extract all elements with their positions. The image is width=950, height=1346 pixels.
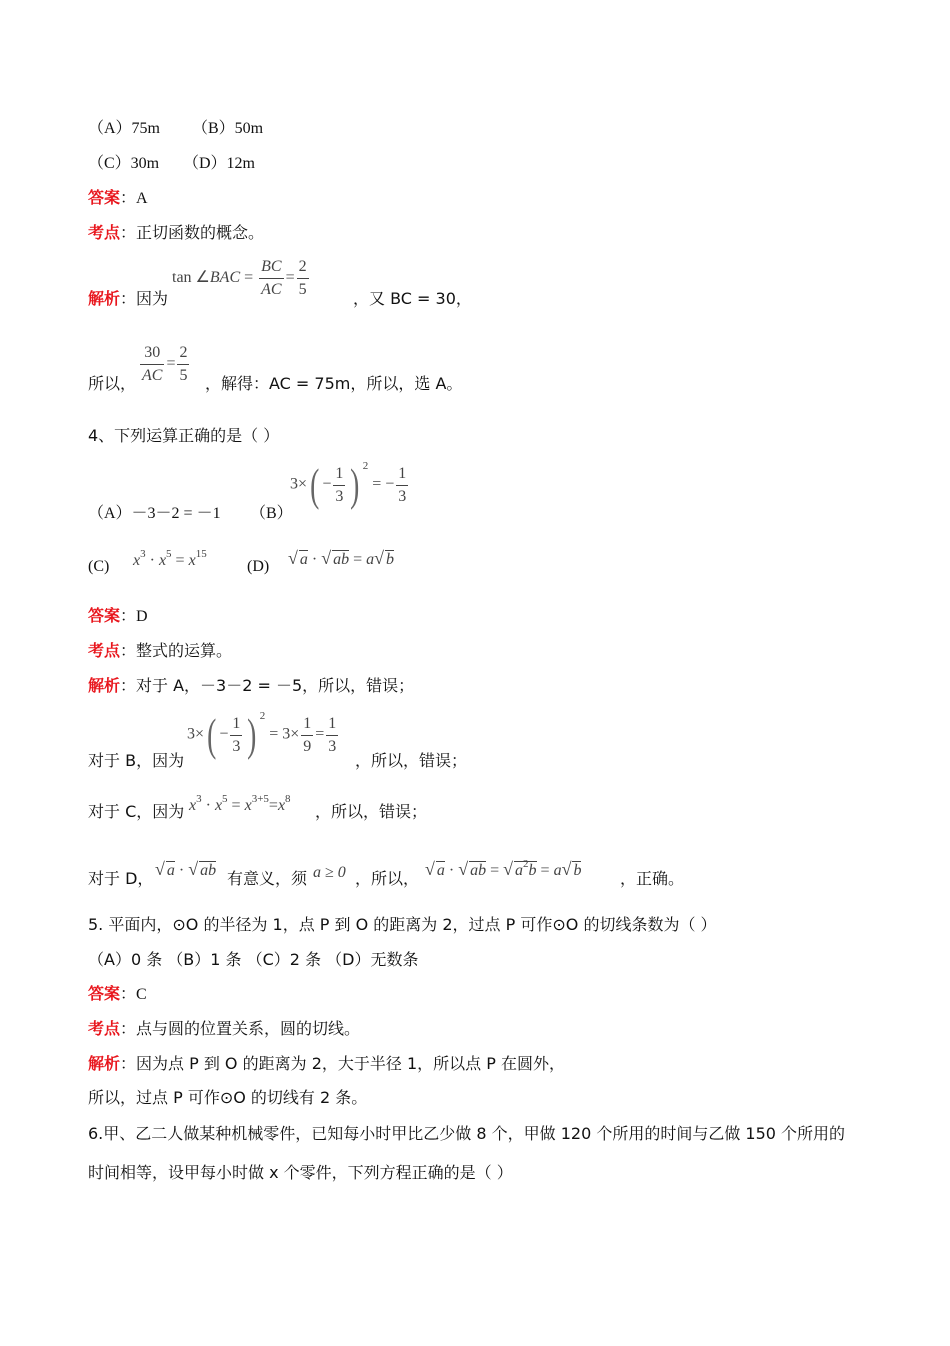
q4-c-prefix: 对于 C，因为 [88, 802, 185, 821]
q3-option-b: （B）50m [192, 120, 264, 137]
q4-b-suffix: ，所以，错误； [355, 751, 468, 770]
q4-c-formula: $x^3 \cdot x^5 = x^{3+5}=x^8$ [189, 793, 291, 814]
tan-fn: tan ∠ [172, 269, 210, 287]
q3-option-a: （A）75m [88, 120, 161, 137]
q5-point: 考点：点与圆的位置关系，圆的切线。 [88, 1019, 361, 1038]
q4-option-d-formula: √ a · √ ab = a√ b [288, 548, 395, 568]
q4-c-suffix: ，所以，错误； [315, 802, 428, 821]
q3-option-d: （D）12m [183, 155, 256, 172]
q4-b-prefix: 对于 B，因为 [88, 751, 185, 770]
q5-stem: 5. 平面内，⊙O 的半径为 1，点 P 到 O 的距离为 2，过点 P 可作⊙O 的切线条数为（ ） [88, 915, 717, 934]
q4-option-b-label: （B） [250, 505, 293, 522]
q4-d-prefix: 对于 D， [88, 869, 154, 888]
q4-point: 考点：整式的运算。 [88, 641, 233, 660]
q4-b-formula: 3×( − $\frac{1}{3}$ ) $^2$ = 3× $\frac{1}{9}$ = $\frac{1}{3}$ [187, 709, 337, 760]
q5-answer: 答案：C [88, 984, 147, 1003]
tan-fraction-2: $\frac{2}{5}$ [298, 258, 307, 298]
q4-d-formula-1: √ a · √ ab [155, 859, 217, 879]
q4-d-mid2: ，所以， [355, 869, 420, 888]
q3-point [88, 223, 264, 243]
point-value: ：正切函数的概念。 [120, 223, 265, 242]
q3-answer [88, 188, 148, 209]
q4-d-formula-3: √ a · √ ab = √ $a^2b = a√$ b [425, 858, 582, 879]
q6-stem-line1: 6.甲、乙二人做某种机械零件，已知每小时甲比乙少做 8 个，甲做 120 个所用的时间与乙做 150 个所用的 [88, 1124, 846, 1143]
q4-option-c-label: (C) [88, 558, 110, 575]
q3-option-c: （C）30m [88, 155, 160, 172]
q4-d-formula-2: a ≥ 0 [313, 864, 346, 881]
q5-conclusion: 所以，过点 P 可作⊙O 的切线有 2 条。 [88, 1088, 368, 1107]
tan-fraction: $\frac{BC}{AC}$ [261, 258, 282, 298]
tan-arg: BAC [209, 269, 241, 287]
q4-d-mid: 有意义，须 [227, 869, 308, 888]
q3-tan-formula: tan ∠BAC = $\frac{BC}{AC}$ = $\frac{2}{5}$ [172, 256, 311, 301]
q4-stem: 4、下列运算正确的是（ ） [88, 426, 280, 445]
q3-analysis-suffix: ，又 BC = 30， [353, 289, 472, 308]
q4-option-c-formula: $x^3 \cdot x^5 = x^{15}$ [133, 548, 207, 569]
answer-value: ：A [120, 190, 148, 207]
q4-option-b-formula: 3×( − $\frac{1}{3}$ ) $^2$ = − $\frac{1}{3}$ [290, 459, 407, 510]
q4-answer: 答案：D [88, 606, 148, 625]
q4-analysis: 解析：对于 A，－3－2 = －5，所以，错误； [88, 676, 415, 695]
q6-stem-line2: 时间相等，设甲每小时做 x 个零件，下列方程正确的是（ ） [88, 1163, 513, 1182]
q5-analysis: 解析：因为点 P 到 O 的距离为 2，大于半径 1，所以点 P 在圆外， [88, 1054, 565, 1073]
tan-eq: = [240, 269, 258, 287]
q3-ratio-formula: $\frac{30}{AC}$ = $\frac{2}{5}$ [142, 344, 188, 384]
analysis-label: 解析 [88, 289, 121, 308]
q4-d-suffix: ，正确。 [620, 869, 685, 888]
q4-option-a: （A）－3－2 = －1 [88, 505, 221, 522]
analysis-prefix: ：因为 [120, 289, 169, 308]
point-label: 考点 [88, 223, 121, 242]
q4-option-d-label: (D) [247, 558, 270, 575]
q3-line2-suffix: ，解得：AC = 75m，所以，选 A。 [205, 374, 463, 393]
q3-line2-prefix: 所以， [88, 374, 137, 393]
q3-analysis [88, 289, 168, 309]
answer-label: 答案 [88, 188, 121, 207]
q5-options: （A）0 条 （B）1 条 （C）2 条 （D）无数条 [88, 950, 419, 969]
